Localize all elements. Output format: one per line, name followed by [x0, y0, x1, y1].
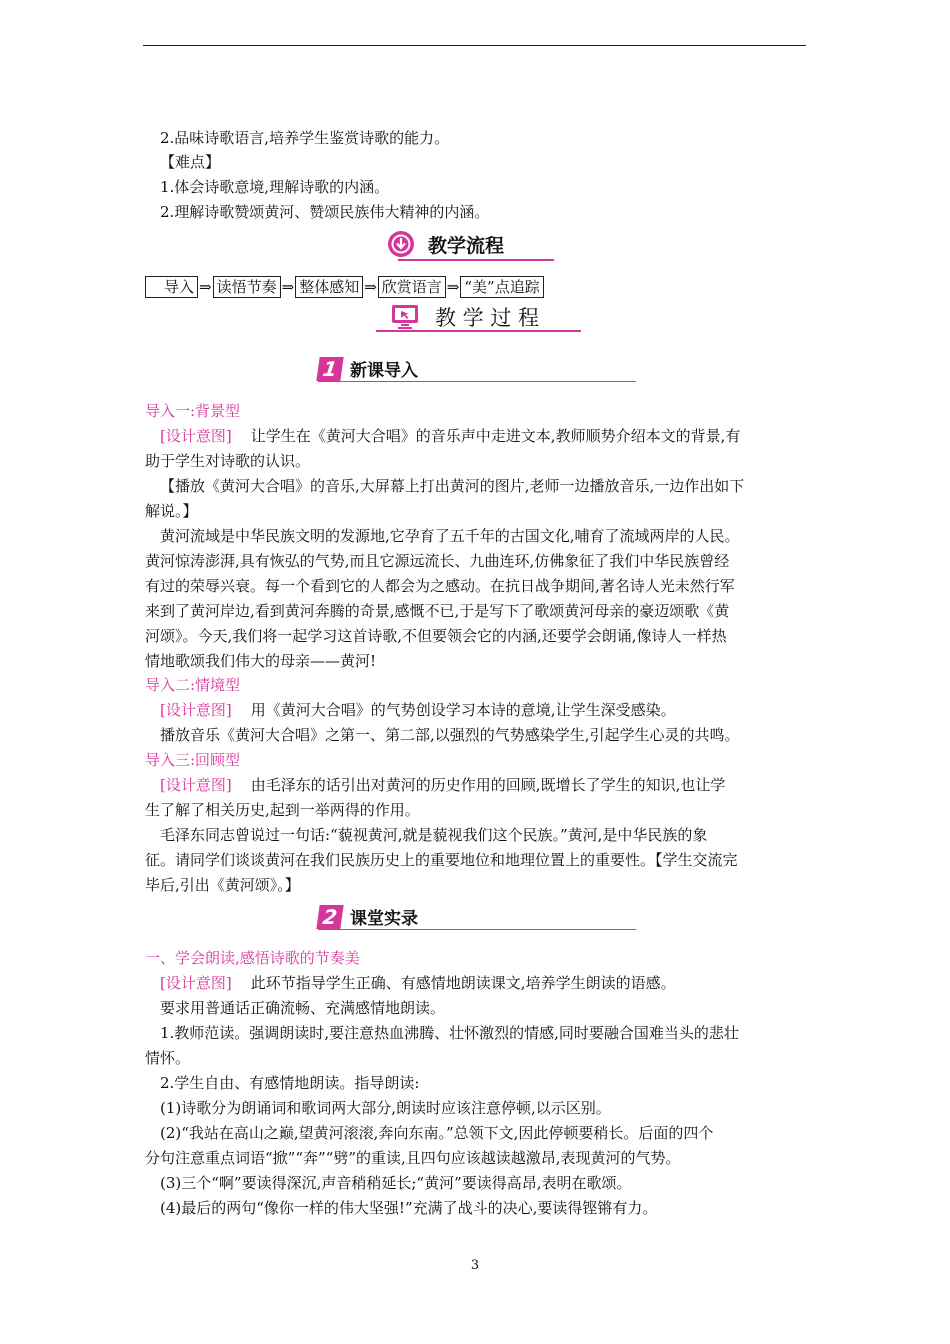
intro-3-para: 征。请同学们谈谈黄河在我们民族历史上的重要地位和地理位置上的重要性。【学生交流完 — [145, 851, 738, 869]
guide-2-cont: 分句注意重点词语“掀”“奔”“劈”的重读,且四句应该越读越激昂,表现黄河的气势。 — [145, 1149, 681, 1167]
difficulty-heading: 【难点】 — [160, 153, 221, 171]
guide-4: (4)最后的两句“像你一样的伟大坚强!”充满了战斗的决心,要读得铿锵有力。 — [160, 1199, 658, 1217]
intro-1-action: 【播放《黄河大合唱》的音乐,大屏幕上打出黄河的图片,老师一边播放音乐,一边作出如下 — [160, 477, 745, 495]
process-banner — [391, 302, 539, 332]
flow-arrow: ⇒ — [446, 278, 460, 296]
goal-item-2: 2.品味诗歌语言,培养学生鉴赏诗歌的能力。 — [160, 129, 450, 147]
section-1-rule — [318, 381, 636, 382]
flow-arrow: ⇒ — [199, 278, 212, 296]
intro-1-para: 情地歌颂我们伟大的母亲——黄河! — [145, 652, 377, 670]
flow-arrow: ⇒ — [364, 278, 377, 296]
flow-steps — [145, 276, 544, 298]
process-banner-title: 教 学 过 程 — [435, 306, 540, 330]
monitor-icon — [391, 304, 419, 330]
intro-1-action-cont: 解说。】 — [145, 502, 198, 520]
flow-step-4: 欣赏语言 — [378, 276, 446, 298]
intro-3-intent — [160, 773, 820, 797]
intro-3-intent-cont: 生了解了相关历史,起到一举两得的作用。 — [145, 801, 420, 819]
design-intent-tag: [设计意图] — [160, 701, 232, 719]
section-2-number: 2 — [316, 905, 343, 929]
step-1: 1.教师范读。强调朗读时,要注意热血沸腾、壮怀激烈的情感,同时要融合国难当头的悲壮 — [160, 1024, 739, 1042]
section-2-title: 课堂实录 — [350, 909, 418, 929]
intro-1-title: 导入一:背景型 — [145, 402, 241, 420]
download-circle-icon — [386, 229, 416, 259]
flow-banner — [386, 229, 504, 259]
intro-1-para: 黄河流域是中华民族文明的发源地,它孕育了五千年的古国文化,哺育了流域两岸的人民。 — [160, 527, 740, 545]
section-1-header — [318, 356, 418, 381]
difficulty-item-2: 2.理解诗歌赞颂黄河、赞颂民族伟大精神的内涵。 — [160, 203, 490, 221]
intro-1-para: 河颂》。今天,我们将一起学习这首诗歌,不但要领会它的内涵,还要学会朗诵,像诗人一样热 — [145, 627, 727, 645]
intro-3-title: 导入三:回顾型 — [145, 751, 241, 769]
flow-step-1: 导入 — [145, 276, 198, 298]
intro-2-intent — [160, 698, 820, 722]
difficulty-item-1: 1.体会诗歌意境,理解诗歌的内涵。 — [160, 178, 390, 196]
intro-1-intent-text: 让学生在《黄河大合唱》的音乐声中走进文本,教师顺势介绍本文的背景,有 — [250, 427, 741, 445]
intro-2-body: 播放音乐《黄河大合唱》之第一、第二部,以强烈的气势感染学生,引起学生心灵的共鸣。 — [160, 726, 740, 744]
flow-step-2: 读悟节奏 — [213, 276, 281, 298]
part-1-intent — [160, 971, 820, 995]
part-1-requirement: 要求用普通话正确流畅、充满感情地朗读。 — [160, 999, 446, 1017]
page-number: 3 — [470, 1258, 480, 1273]
intro-1-intent-cont: 助于学生对诗歌的认识。 — [145, 452, 311, 470]
intro-3-para: 毛泽东同志曾说过一句话:“藐视黄河,就是藐视我们这个民族。”黄河,是中华民族的象 — [160, 826, 708, 844]
intro-3-para: 毕后,引出《黄河颂》。】 — [145, 876, 300, 894]
flow-step-5: “美”点追踪 — [460, 276, 543, 298]
guide-3: (3)三个“啊”要读得深沉,声音稍稍延长;“黄河”要读得高昂,表明在歌颂。 — [160, 1174, 632, 1192]
part-1-title: 一、学会朗读,感悟诗歌的节奏美 — [145, 949, 360, 967]
intro-2-title: 导入二:情境型 — [145, 676, 241, 694]
intro-2-intent-text: 用《黄河大合唱》的气势创设学习本诗的意境,让学生深受感染。 — [250, 701, 676, 719]
flow-banner-underline — [398, 259, 554, 261]
section-2-rule — [318, 929, 636, 930]
intro-1-para: 来到了黄河岸边,看到黄河奔腾的奇景,感慨不已,于是写下了歌颂黄河母亲的豪迈颂歌《黄 — [145, 602, 730, 620]
intro-1-para: 黄河惊涛澎湃,具有恢弘的气势,而且它源远流长、九曲连环,仿佛象征了我们中华民族曾经 — [145, 552, 730, 570]
flow-arrow: ⇒ — [281, 278, 295, 296]
flow-step-3: 整体感知 — [295, 276, 363, 298]
design-intent-tag: [设计意图] — [160, 427, 232, 445]
design-intent-tag: [设计意图] — [160, 776, 232, 794]
section-1-number: 1 — [316, 357, 343, 381]
guide-1: (1)诗歌分为朗诵词和歌词两大部分,朗读时应该注意停顿,以示区别。 — [160, 1099, 611, 1117]
part-1-intent-text: 此环节指导学生正确、有感情地朗读课文,培养学生朗读的语感。 — [250, 974, 676, 992]
step-1-cont: 情怀。 — [145, 1049, 191, 1067]
design-intent-tag: [设计意图] — [160, 974, 232, 992]
intro-1-para: 有过的荣辱兴衰。每一个看到它的人都会为之感动。在抗日战争期间,著名诗人光未然行军 — [145, 577, 735, 595]
section-2-header — [318, 904, 418, 929]
step-2: 2.学生自由、有感情地朗读。指导朗读: — [160, 1074, 420, 1092]
section-1-title: 新课导入 — [350, 361, 418, 381]
process-banner-underline — [376, 330, 581, 332]
intro-3-intent-text: 由毛泽东的话引出对黄河的历史作用的回顾,既增长了学生的知识,也让学 — [250, 776, 726, 794]
intro-1-intent — [160, 424, 820, 448]
flow-banner-title: 教学流程 — [428, 234, 505, 257]
header-rule — [143, 45, 806, 46]
guide-2: (2)“我站在高山之巅,望黄河滚滚,奔向东南。”总领下文,因此停顿要稍长。后面的四个 — [160, 1124, 714, 1142]
